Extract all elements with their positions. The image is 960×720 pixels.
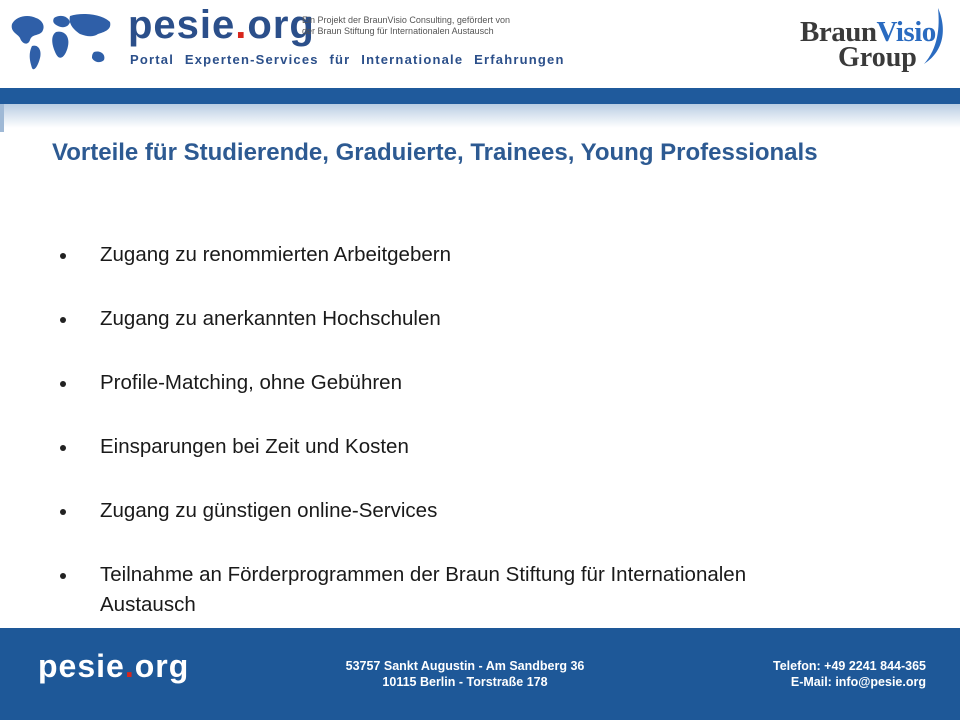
list-item-text: Profile-Matching, ohne Gebühren	[100, 371, 402, 394]
header-note-line1: Ein Projekt der BraunVisio Consulting, gefördert von	[302, 15, 510, 25]
left-edge-accent	[0, 104, 4, 132]
bullet-icon	[60, 509, 66, 515]
bullet-icon	[60, 253, 66, 259]
header-divider-band	[0, 88, 960, 104]
bullet-icon	[60, 381, 66, 387]
world-map-icon	[6, 6, 118, 78]
header-tagline: Portal Experten-Services für Internationale Erfahrungen	[130, 52, 565, 67]
list-item-text: Zugang zu anerkannten Hochschulen	[100, 307, 441, 330]
bullet-icon	[60, 573, 66, 579]
footer-contact	[700, 658, 926, 690]
footer-brand-part2: org	[134, 648, 190, 684]
footer-address	[330, 658, 600, 690]
header-note-line2: der Braun Stiftung für Internationalen Austausch	[302, 26, 494, 36]
list-item	[60, 368, 820, 398]
header	[0, 0, 960, 88]
header-brand-logo[interactable]	[128, 2, 315, 48]
bullet-icon	[60, 445, 66, 451]
footer-brand-dot: .	[124, 648, 135, 684]
brand-name-part2: org	[247, 3, 315, 47]
header-gradient-band	[0, 104, 960, 132]
bullet-icon	[60, 317, 66, 323]
list-item	[60, 240, 820, 270]
benefits-list	[60, 240, 820, 654]
slide-title: Vorteile für Studierende, Graduierte, Trainees, Young Professionals	[52, 139, 818, 166]
footer-brand-part1: pesie	[38, 648, 125, 684]
braunvisio-group: Group	[838, 42, 917, 73]
braunvisio-logo[interactable]	[800, 6, 950, 78]
list-item-text: Zugang zu günstigen online-Services	[100, 499, 438, 522]
address-line2: 10115 Berlin - Torstraße 178	[382, 675, 548, 689]
list-item	[60, 432, 820, 462]
brand-name-part1: pesie	[128, 3, 236, 47]
header-note	[302, 15, 552, 37]
list-item-text: Einsparungen bei Zeit und Kosten	[100, 435, 409, 458]
swoosh-icon	[916, 6, 948, 70]
contact-phone[interactable]: Telefon: +49 2241 844-365	[773, 659, 926, 673]
address-line1: 53757 Sankt Augustin - Am Sandberg 36	[345, 659, 585, 673]
list-item-text: Teilnahme an Förderprogrammen der Braun Stiftung für Internationalen Austausch	[100, 563, 747, 616]
braunvisio-name-part2: Visio	[876, 16, 936, 48]
contact-email[interactable]: E-Mail: info@pesie.org	[790, 675, 926, 689]
brand-dot: .	[235, 3, 248, 47]
list-item-text: Zugang zu renommierten Arbeitgebern	[100, 243, 451, 266]
braunvisio-name-part1: Braun	[800, 16, 877, 48]
footer	[0, 628, 960, 720]
list-item	[60, 304, 820, 334]
list-item	[60, 496, 820, 526]
list-item	[60, 560, 820, 620]
footer-brand-logo[interactable]	[38, 648, 189, 685]
